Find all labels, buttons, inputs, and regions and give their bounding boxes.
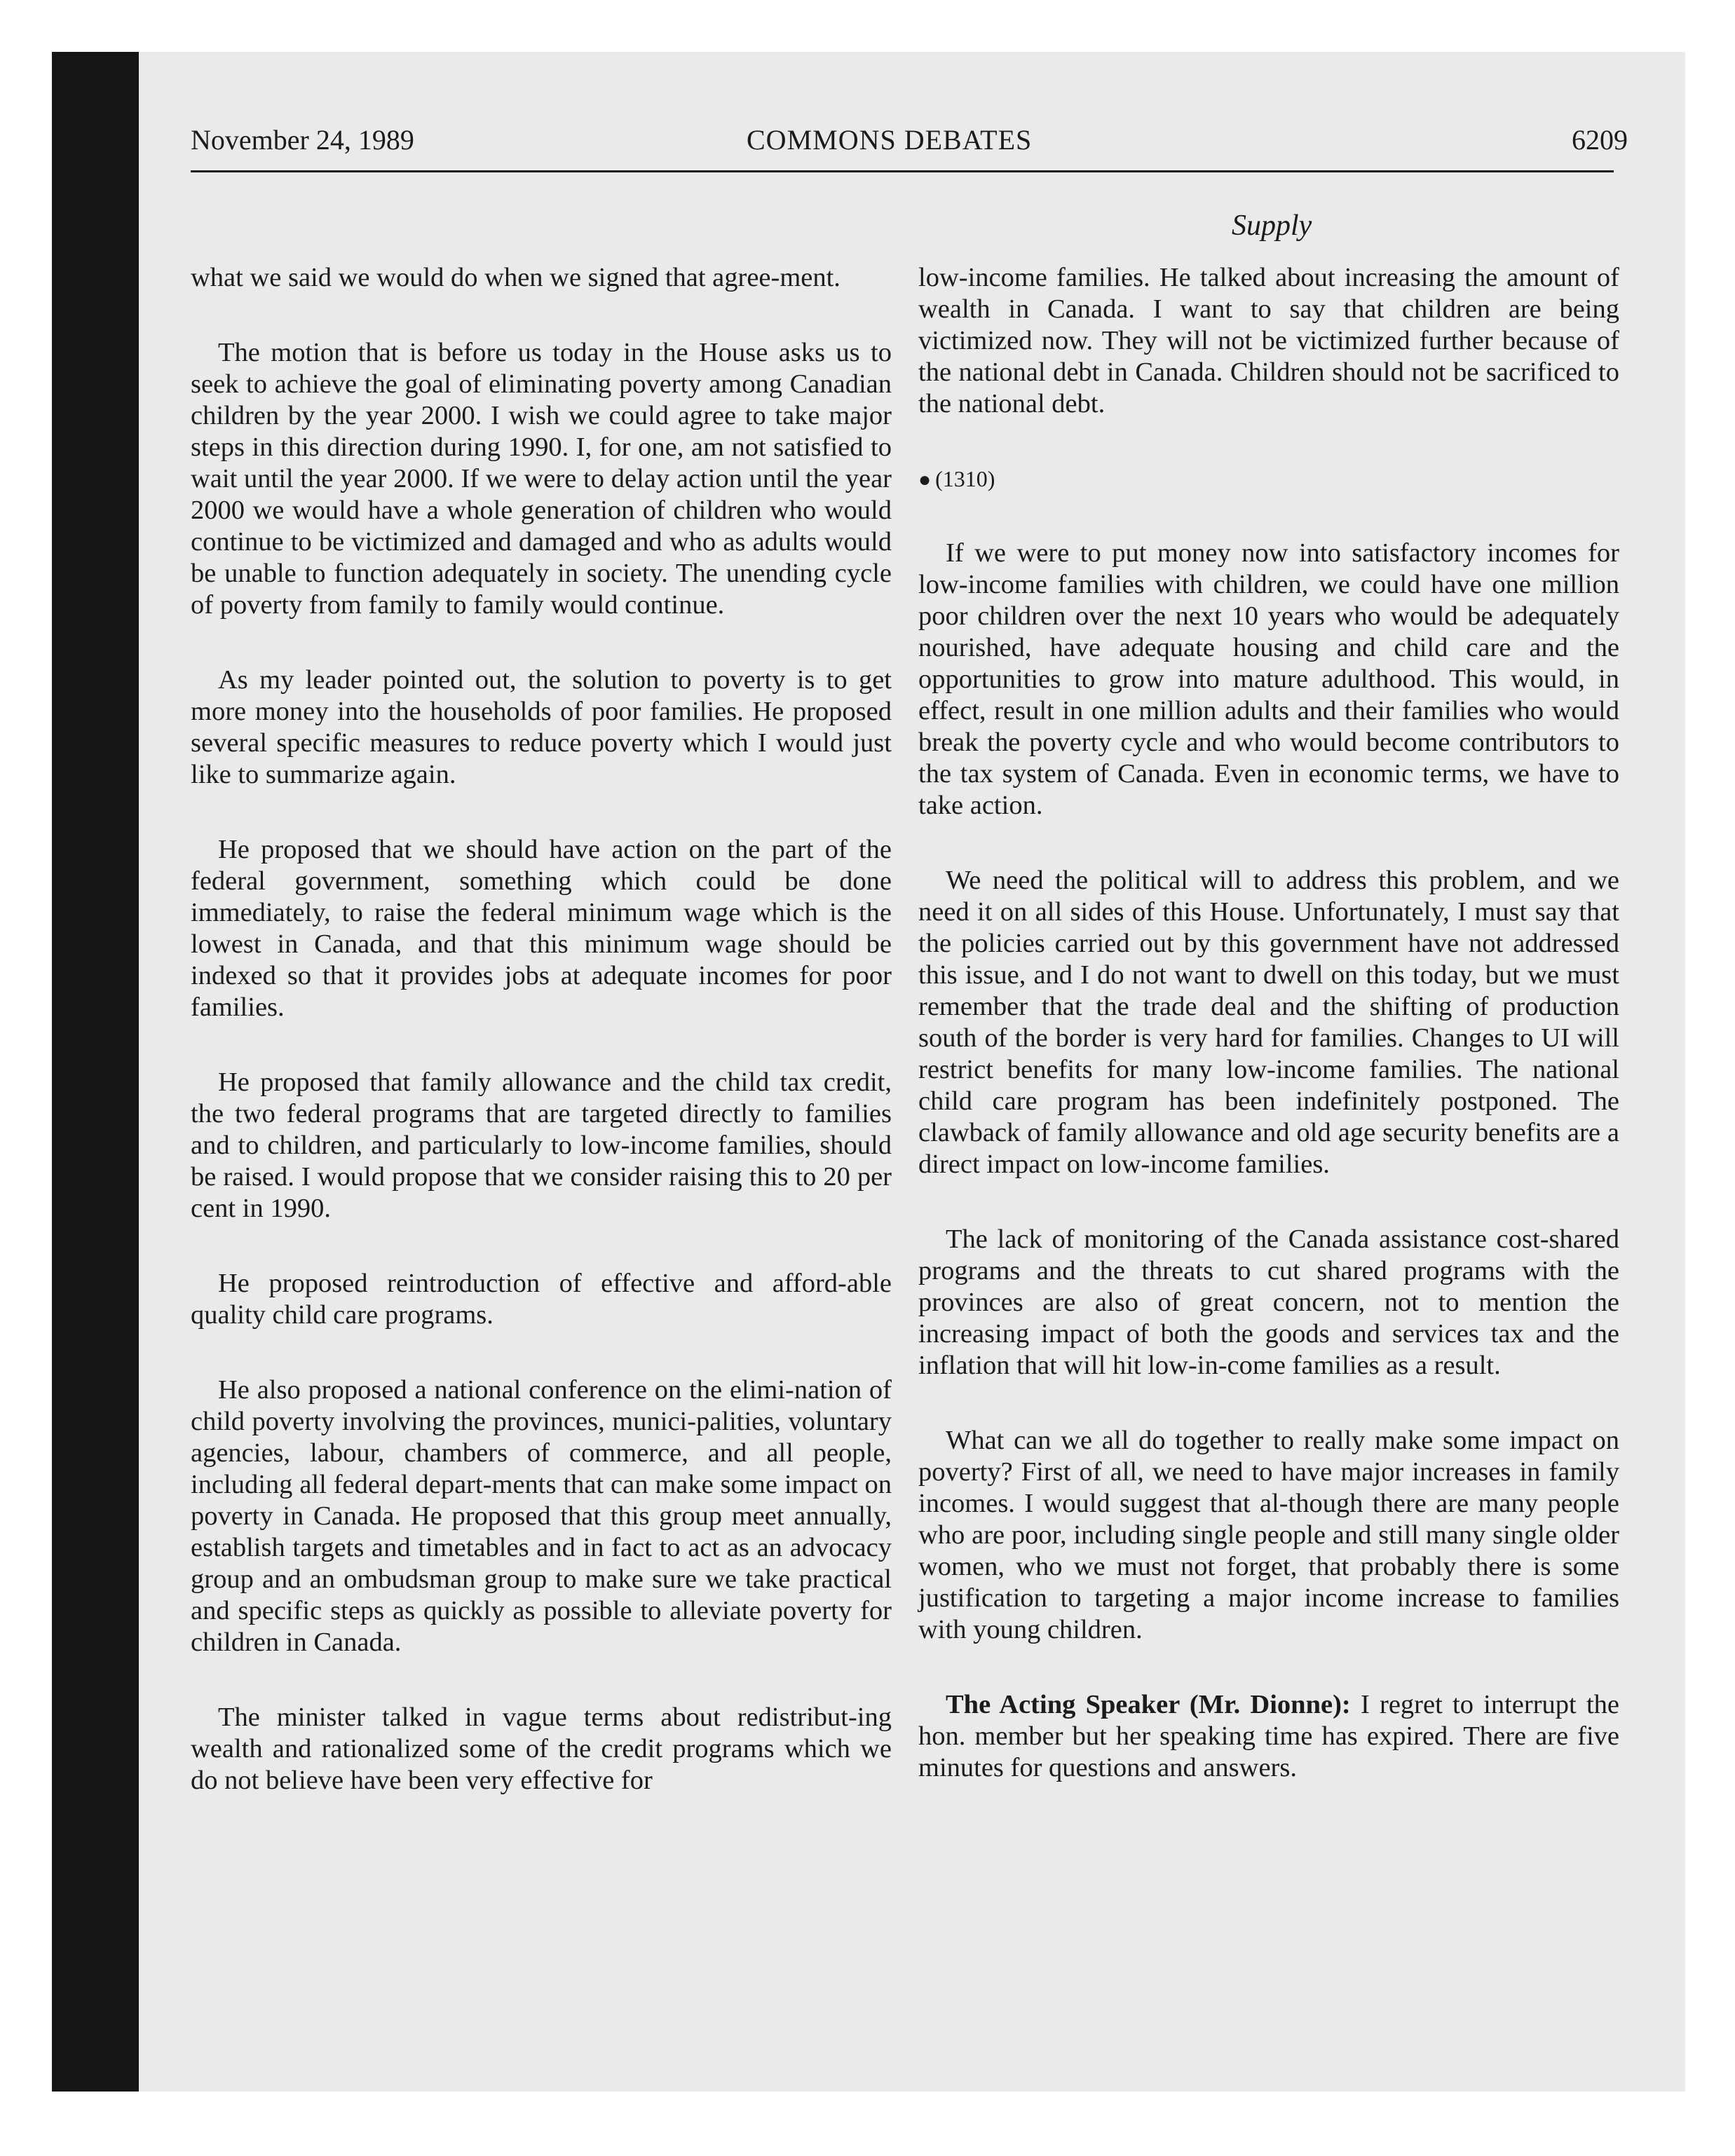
paragraph: He proposed that family allowance and the child tax credit, the two federal programs that are targeted directly to families and to children, and particularly to low-income families, should be raised. I would propose that we consider raising this to 20 per cent in 1990. bbox=[191, 1067, 892, 1223]
header-page-number: 6209 bbox=[1572, 124, 1628, 156]
section-heading: Supply bbox=[1232, 210, 1312, 242]
header-title: COMMONS DEBATES bbox=[747, 124, 1033, 156]
paragraph: We need the political will to address this problem, and we need it on all sides of this House. Unfortunately, I must say that the policies carried out by this government have not addressed this issue, and I do not want to dwell on this today, but we must remember that the trade deal and the shifting of production south of the border is very hard for families. Changes to UI will restrict benefits for many low-income families. The national child care program has been indefinitely postponed. The clawback of family allowance and old age security benefits are a direct impact on low-income families. bbox=[918, 866, 1619, 1179]
paragraph: As my leader pointed out, the solution to poverty is to get more money into the households of poor families. He proposed several specific measures to reduce poverty which I would just like to summarize again. bbox=[191, 665, 892, 789]
header-rule bbox=[191, 170, 1614, 172]
paragraph: The lack of monitoring of the Canada assistance cost-shared programs and the threats to cut shared programs with the provinces are also of great concern, not to mention the increasing impact of both the goods and services tax and the inflation that will hit low-in-come families as a result. bbox=[918, 1224, 1619, 1380]
paragraph: He also proposed a national conference on the elimi-nation of child poverty involving the provinces, munici-palities, voluntary agencies, labour, chambers of commerce, and all people, including all federal depart-ments that can make some impact on poverty in Canada. He proposed that this group meet annually, establish targets and timetables and in fact to act as an advocacy group and an ombudsman group to make sure we take practical and specific steps as quickly as possible to alleviate poverty for children in Canada. bbox=[191, 1375, 892, 1657]
header-date: November 24, 1989 bbox=[191, 124, 414, 156]
timestamp bbox=[918, 463, 1619, 496]
right-column bbox=[918, 262, 1619, 1827]
speaker-text: I regret to interrupt the hon. member but her speaking time has expired. There are five minutes for questions and answers. bbox=[918, 1690, 1619, 1782]
paragraph: What can we all do together to really make some impact on poverty? First of all, we need to have major increases in family incomes. I would suggest that al-though there are many people who are poor, including single people and still many single older women, who we must not forget, that probably there is some justification to targeting a major income increase to families with young children. bbox=[918, 1426, 1619, 1644]
timestamp-text: (1310) bbox=[935, 466, 995, 491]
paragraph: If we were to put money now into satisfactory incomes for low-income families with children, we could have one million poor children over the next 10 years who would be adequately nourished, have adequate housing and child care and the opportunities to grow into mature adulthood. This would, in effect, result in one million adults and their families who would break the poverty cycle and who would become contributors to the tax system of Canada. Even in economic terms, we have to take action. bbox=[918, 538, 1619, 820]
paragraph: low-income families. He talked about increasing the amount of wealth in Canada. I want to say that children are being victimized now. They will not be victimized further because of the national debt in Canada. Children should not be sacrificed to the national debt. bbox=[918, 263, 1619, 418]
left-column bbox=[191, 262, 892, 1840]
binding-edge bbox=[52, 52, 139, 2092]
paragraph: The minister talked in vague terms about redistribut-ing wealth and rationalized some of the credit programs which we do not believe have been very effective for bbox=[191, 1703, 892, 1795]
speaker-name: The Acting Speaker (Mr. Dionne): bbox=[946, 1690, 1351, 1719]
paragraph: The motion that is before us today in the House asks us to seek to achieve the goal of eliminating poverty among Canadian children by the year 2000. I wish we could agree to take major steps in this direction during 1990. I, for one, am not satisfied to wait until the year 2000. If we were to delay action until the year 2000 we would have a whole generation of children who would continue to be victimized and damaged and who as adults would be unable to function adequately in society. The unending cycle of poverty from family to family would continue. bbox=[191, 338, 892, 620]
paragraph: He proposed that we should have action on the part of the federal government, something which could be done immediately, to raise the federal minimum wage which is the lowest in Canada, and that this minimum wage should be indexed so that it provides jobs at adequate incomes for poor families. bbox=[191, 835, 892, 1022]
paragraph: what we said we would do when we signed that agree-ment. bbox=[191, 263, 841, 292]
paragraph: He proposed reintroduction of effective and afford-able quality child care programs. bbox=[191, 1269, 892, 1330]
speaker-paragraph bbox=[918, 1689, 1619, 1784]
bullet-icon: ● bbox=[918, 468, 932, 491]
